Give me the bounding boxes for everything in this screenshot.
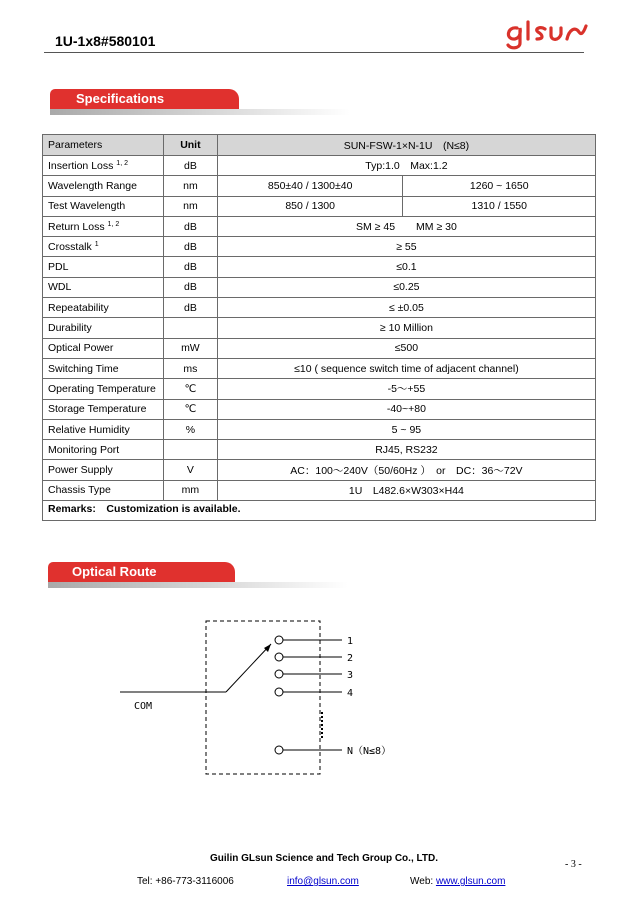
value-cell: ≥ 10 Million: [217, 318, 595, 338]
value-cell: ≤500: [217, 338, 595, 358]
header-cell: Unit: [163, 135, 217, 156]
section-tab-optical-route: [48, 562, 235, 582]
port-3-circle: [275, 670, 283, 678]
port-n-circle: [275, 746, 283, 754]
value-cell: Typ:1.0 Max:1.2: [217, 156, 595, 176]
table-row: [43, 460, 596, 480]
port-ellipsis: [321, 712, 323, 738]
param-cell: Chassis Type: [43, 480, 164, 500]
table-row: [43, 237, 596, 257]
port-label-1: 1: [347, 636, 354, 647]
port-4-circle: [275, 688, 283, 696]
document-id: 1U-1x8#580101: [55, 33, 156, 49]
table-row: [43, 318, 596, 338]
footer-company: Guilin GLsun Science and Tech Group Co., LTD.: [210, 853, 438, 864]
table-row: [43, 419, 596, 439]
param-cell: Wavelength Range: [43, 176, 164, 196]
table-row: [43, 358, 596, 378]
port-2-circle: [275, 653, 283, 661]
value-cell-sm: 1310 / 1550: [403, 196, 596, 216]
table-row: [43, 277, 596, 297]
unit-cell: ms: [163, 358, 217, 378]
table-row: [43, 399, 596, 419]
table-row: [43, 440, 596, 460]
footer-tel: Tel: +86-773-3116006: [137, 876, 234, 887]
value-cell: ≤ ±0.05: [217, 298, 595, 318]
unit-cell: nm: [163, 196, 217, 216]
section-tab-shadow: [48, 582, 348, 588]
value-cell: ≤0.25: [217, 277, 595, 297]
param-cell: Switching Time: [43, 358, 164, 378]
remarks-row: [43, 501, 596, 521]
port-label-n: N（N≤8）: [347, 746, 392, 757]
value-cell: -40~+80: [217, 399, 595, 419]
table-row: [43, 379, 596, 399]
value-cell: ≤10 ( sequence switch time of adjacent channel): [217, 358, 595, 378]
table-row: [43, 176, 596, 196]
param-cell: Operating Temperature: [43, 379, 164, 399]
port-label-3: 3: [347, 670, 354, 681]
footer-email-link[interactable]: info@glsun.com: [287, 876, 359, 887]
unit-cell: ℃: [163, 379, 217, 399]
unit-cell: nm: [163, 176, 217, 196]
param-cell: Power Supply: [43, 460, 164, 480]
param-cell: Monitoring Port: [43, 440, 164, 460]
spec-table: [42, 134, 596, 521]
unit-cell: [163, 318, 217, 338]
value-cell-sm: 1260 ~ 1650: [403, 176, 596, 196]
section-title: Specifications: [76, 91, 165, 106]
value-cell: SM ≥ 45 MM ≥ 30: [217, 216, 595, 236]
unit-cell: ℃: [163, 399, 217, 419]
unit-cell: V: [163, 460, 217, 480]
value-cell-mm: 850±40 / 1300±40: [217, 176, 403, 196]
footer-web-link[interactable]: www.glsun.com: [435, 876, 506, 887]
switch-box: [206, 621, 320, 774]
unit-cell: mW: [163, 338, 217, 358]
value-cell: ≤0.1: [217, 257, 595, 277]
param-cell: Durability: [43, 318, 164, 338]
com-label: COM: [134, 701, 153, 712]
table-row: [43, 338, 596, 358]
table-row: [43, 480, 596, 500]
section-title: Optical Route: [72, 564, 157, 579]
table-row: [43, 257, 596, 277]
param-cell: Insertion Loss $^{1, 2}$: [43, 156, 164, 176]
unit-cell: dB: [163, 257, 217, 277]
value-cell: ≥ 55: [217, 237, 595, 257]
value-cell: AC：100～240V（50/60Hz ） or DC：36～72V: [217, 460, 595, 480]
param-cell: Test Wavelength: [43, 196, 164, 216]
table-row: [43, 216, 596, 236]
param-cell: Return Loss $^{1, 2}$: [43, 216, 164, 236]
optical-route-diagram: [120, 608, 420, 788]
switch-arm: [226, 644, 271, 692]
param-cell: Relative Humidity: [43, 419, 164, 439]
unit-cell: dB: [163, 156, 217, 176]
header-cell: Parameters: [43, 135, 164, 156]
header-cell: SUN-FSW-1×N-1U (N≤8): [217, 135, 595, 156]
port-1-circle: [275, 636, 283, 644]
port-label-4: 4: [347, 688, 354, 699]
header-divider: [44, 52, 584, 53]
section-tab-shadow: [50, 109, 350, 115]
port-label-2: 2: [347, 653, 354, 664]
section-tab-specifications: [50, 89, 239, 109]
value-cell: 5 ~ 95: [217, 419, 595, 439]
value-cell-mm: 850 / 1300: [217, 196, 403, 216]
value-cell: 1U L482.6×W303×H44: [217, 480, 595, 500]
param-cell: Repeatability: [43, 298, 164, 318]
glsun-logo: [503, 20, 589, 50]
footer-web: Web: www.glsun.com: [410, 876, 506, 887]
param-cell: PDL: [43, 257, 164, 277]
table-row: [43, 298, 596, 318]
remarks-cell: Remarks: Customization is available.: [43, 501, 596, 521]
unit-cell: dB: [163, 298, 217, 318]
unit-cell: %: [163, 419, 217, 439]
param-cell: Crosstalk $^1$: [43, 237, 164, 257]
page-number: - 3 -: [565, 859, 582, 870]
value-cell: -5～+55: [217, 379, 595, 399]
table-header-row: [43, 135, 596, 156]
value-cell: RJ45, RS232: [217, 440, 595, 460]
table-row: [43, 196, 596, 216]
param-cell: Storage Temperature: [43, 399, 164, 419]
unit-cell: dB: [163, 237, 217, 257]
unit-cell: [163, 440, 217, 460]
unit-cell: mm: [163, 480, 217, 500]
param-cell: WDL: [43, 277, 164, 297]
unit-cell: dB: [163, 277, 217, 297]
table-row: [43, 156, 596, 176]
unit-cell: dB: [163, 216, 217, 236]
port-lines: [275, 636, 342, 754]
param-cell: Optical Power: [43, 338, 164, 358]
